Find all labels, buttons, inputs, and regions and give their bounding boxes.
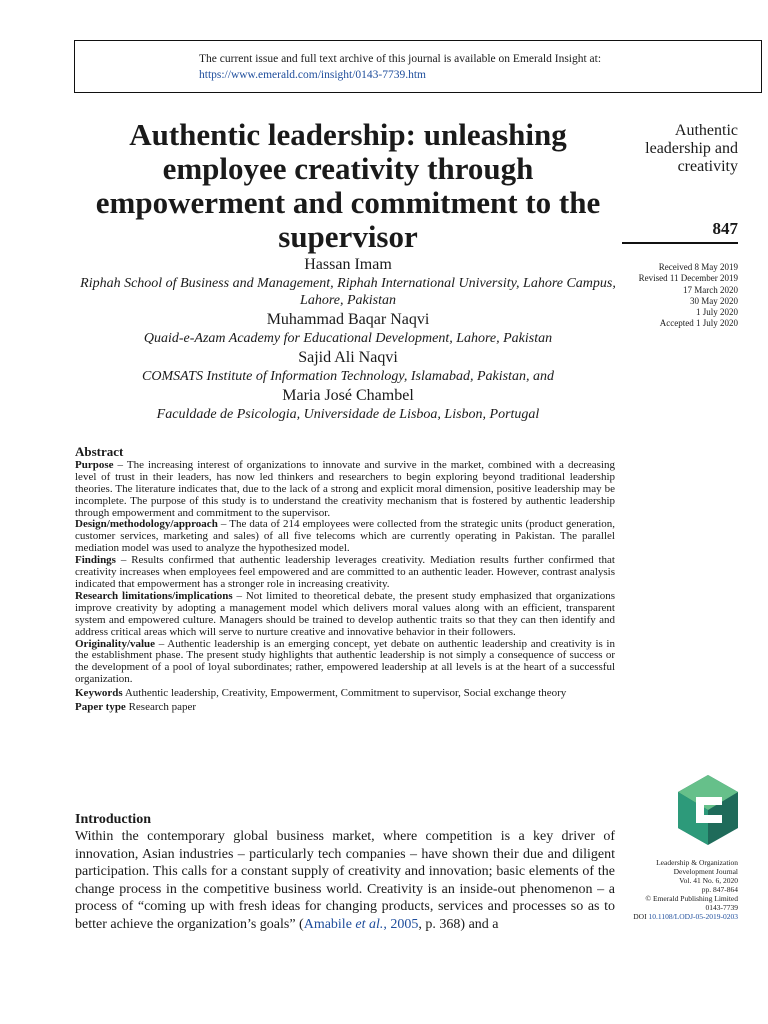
article-history	[612, 262, 738, 330]
journal-info	[626, 858, 738, 921]
abstract-originality	[75, 639, 615, 687]
intro-text-end: , p. 368) and a	[418, 916, 499, 932]
received-date: Received 8 May 2019	[658, 262, 738, 272]
revised-date: 1 July 2020	[695, 307, 738, 318]
author-affiliation: Quaid-e-Azam Academy for Educational Development, Lahore, Pakistan	[143, 331, 553, 346]
journal-volume: Vol. 41 No. 6, 2020	[679, 876, 738, 885]
findings-text: – Results confirmed that authentic leadership leverages creativity. Mediation results further confirmed that creativity increases when employees feel empowered and are committed to an authentic leader. However, contrast analysis indicated that empowerment has a stronger role in increasing creativity.	[75, 554, 615, 590]
running-head: Authentic leadership and creativity	[645, 122, 738, 175]
accepted-date: Accepted 1 July 2020	[659, 318, 738, 329]
paper-type-text: Research paper	[125, 701, 197, 714]
keywords-label: Keywords	[75, 687, 123, 700]
journal-archive-banner	[74, 40, 762, 93]
revised-date: 30 May 2020	[690, 295, 738, 306]
author-name: Muhammad Baqar Naqvi	[266, 311, 430, 328]
emerald-publisher-logo-icon	[676, 775, 740, 845]
abstract-paper-type	[75, 702, 615, 714]
journal-pages: pp. 847-864	[701, 885, 738, 894]
citation-etal: et al.	[355, 916, 384, 932]
keywords-text: Authentic leadership, Creativity, Empowerment, Commitment to supervisor, Social exchange theory	[122, 687, 567, 700]
design-text: – The data of 214 employees were collected from the strategic units (product generation, customer services, marketing and sales) of all five telecoms which are currently operating in Pakistan. The parallel mediation model was used to analyze the hypothesized model.	[75, 518, 615, 555]
purpose-text: – The increasing interest of organizations to innovate and survive in the market, combined with a decreasing level of trust in their leaders, has now led thinkers and researchers to begin exploring beyond traditional leadership theories. The literature indicates that, due to the lack of a strong and explicit moral dimension, positive leadership may be incomplete. The purpose of this study is to understand the creativity mechanism that is fostered by authentic leadership through empowerment and commitment to the supervisor.	[75, 458, 615, 519]
author-affiliation: Riphah School of Business and Management, Riphah International University, Lahore Campus, Lahore, Pakistan	[80, 276, 616, 308]
author-name: Maria José Chambel	[282, 387, 414, 404]
originality-text: – Authentic leadership is an emerging concept, yet debate on authentic leadership and creativity is in the establishment phase. The present study highlights that authentic leadership is not simply a consequence of success or the development of a pool of loyal subordinates; rather, empowered leadership at all levels is at the heart of a successful organization.	[75, 637, 615, 686]
limitations-label: Research limitations/implications	[75, 589, 233, 602]
author-affiliation: COMSATS Institute of Information Technology, Islamabad, Pakistan, and	[142, 369, 554, 384]
archive-notice: The current issue and full text archive of this journal is available on Emerald Insight at:	[199, 53, 602, 65]
running-head-rule	[622, 242, 738, 244]
page-number: 847	[712, 219, 738, 238]
revised-date: 17 March 2020	[683, 284, 738, 295]
abstract-heading: Abstract	[75, 444, 124, 459]
article-title: Authentic leadership: unleashing employee creativity through empowerment and commitment to the supervisor	[95, 117, 601, 254]
abstract-purpose	[75, 460, 615, 520]
revised-date: Revised 11 December 2019	[638, 273, 738, 284]
citation-year: , 2005	[383, 916, 419, 932]
doi-link[interactable]: 10.1108/LODJ-05-2019-0203	[648, 912, 738, 921]
author-name: Sajid Ali Naqvi	[298, 349, 398, 366]
journal-name: Development Journal	[673, 867, 738, 876]
author-list	[74, 255, 622, 424]
abstract-keywords	[75, 688, 615, 700]
purpose-label: Purpose	[75, 458, 114, 471]
journal-name: Leadership & Organization	[656, 858, 738, 867]
design-label: Design/methodology/approach	[75, 518, 218, 531]
abstract-limitations	[75, 591, 615, 639]
findings-label: Findings	[75, 554, 116, 567]
originality-label: Originality/value	[75, 637, 156, 650]
abstract-findings	[75, 555, 615, 591]
limitations-text: – Not limited to theoretical debate, the present study emphasized that organizations improve creativity by adopting a management model which delivers moral values along with an efficient, transparent system and empowered culture. Managers should be trained to develop authentic traits so that they can then identify and address critical areas which will serve to nurture creative and innovative behavior in their followers.	[75, 589, 616, 638]
introduction-heading: Introduction	[75, 812, 151, 827]
paper-type-label: Paper type	[75, 701, 126, 714]
intro-text: Within the contemporary global business market, where competition is a key driver of innovation, Asian industries – particularly tech companies – have shown their due and diligent participation. This calls for a constant supply of creativity and innovation; basic elements of the change process in the competitive business world. Creativity is an inside-out phenomenon – a process of “coming up with fresh ideas for changing products, services and processes so as to better achieve the organization’s goals” (	[75, 829, 615, 932]
abstract-design	[75, 519, 615, 555]
introduction-paragraph	[75, 828, 615, 934]
journal-issn: 0143-7739	[705, 903, 738, 912]
publisher-copyright: © Emerald Publishing Limited	[645, 894, 738, 903]
citation-link[interactable]	[304, 917, 419, 932]
citation-author: Amabile	[303, 916, 356, 932]
introduction-section	[75, 811, 615, 934]
abstract-section	[75, 446, 615, 714]
doi-label: DOI	[633, 912, 649, 921]
archive-url-link[interactable]: https://www.emerald.com/insight/0143-7739.htm	[199, 69, 426, 81]
author-affiliation: Faculdade de Psicologia, Universidade de Lisboa, Lisbon, Portugal	[156, 407, 540, 422]
author-name: Hassan Imam	[304, 256, 392, 273]
doi-line	[626, 912, 738, 921]
